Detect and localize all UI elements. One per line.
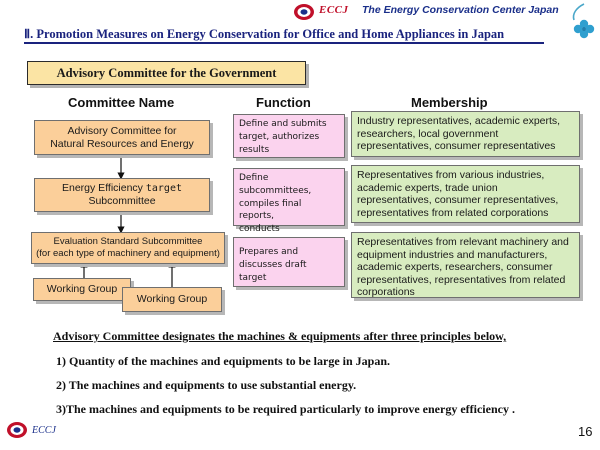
committee-label-line: Advisory Committee for [67, 124, 177, 137]
committee-evaluation-standard [31, 232, 225, 264]
membership-box-1: Industry representatives, academic experts, researchers, local government representatives, consumer representatives [351, 111, 580, 157]
function-line: results [239, 144, 270, 155]
principles-heading: Advisory Committee designates the machines & equipments after three principles below, [53, 329, 507, 343]
function-line: Prepares and [239, 247, 299, 257]
eccj-logo-icon [6, 421, 28, 439]
principle-item: 2) The machines and equipments to use substantial energy. [56, 378, 357, 392]
page-number: 16 [578, 424, 593, 439]
committee-natural-resources-energy [34, 120, 210, 155]
committee-label-line: Evaluation Standard Subcommittee [53, 236, 203, 248]
committee-label-text: Energy Efficiency [62, 182, 143, 194]
function-line: compiles final reports, [239, 198, 302, 222]
committee-label-line [62, 182, 182, 195]
committee-energy-efficiency [34, 178, 210, 212]
working-group-1: Working Group [33, 278, 131, 301]
committee-label-line: Subcommittee [88, 195, 156, 208]
footer-org-abbr: ECCJ [32, 425, 56, 436]
principle-item: 1) Quantity of the machines and equipments to be large in Japan. [56, 354, 391, 368]
committee-label-overlay: target [145, 183, 182, 194]
column-header-committee: Committee Name [68, 95, 175, 110]
committee-label-line: (for each type of machinery and equipment) [36, 248, 220, 259]
function-line: target, authorizes [239, 131, 320, 142]
membership-box-3: Representatives from relevant machinery and equipment industries and manufacturers, academic experts, researchers, consumer representatives, representatives from related corporations [351, 232, 580, 298]
committee-label-line: Natural Resources and Energy [50, 137, 194, 150]
function-line: conducts [239, 224, 280, 235]
header-org-name: The Energy Conservation Center Japan [362, 4, 559, 16]
column-header-membership: Membership [411, 95, 488, 110]
function-line: discusses draft [239, 259, 307, 270]
page-title: Ⅱ. Promotion Measures on Energy Conservation for Office and Home Appliances in Japan [24, 27, 505, 41]
principle-item: 3)The machines and equipments to be required particularly to improve energy efficiency . [56, 402, 515, 416]
function-line: target [239, 272, 267, 283]
column-header-function: Function [256, 95, 311, 110]
working-group-2: Working Group [122, 287, 222, 312]
function-line: Define and submits [239, 119, 327, 129]
membership-box-2: Representatives from various industries, academic experts, trade union representatives, consumer representatives, representatives from related corporations [351, 165, 580, 223]
function-line: Define subcommittees, [239, 173, 312, 196]
function-box-1 [233, 114, 345, 158]
advisory-committee-title: Advisory Committee for the Government [27, 61, 306, 85]
header-org-abbr: ECCJ [319, 4, 349, 16]
function-box-3 [233, 237, 345, 287]
function-box-2 [233, 168, 345, 235]
